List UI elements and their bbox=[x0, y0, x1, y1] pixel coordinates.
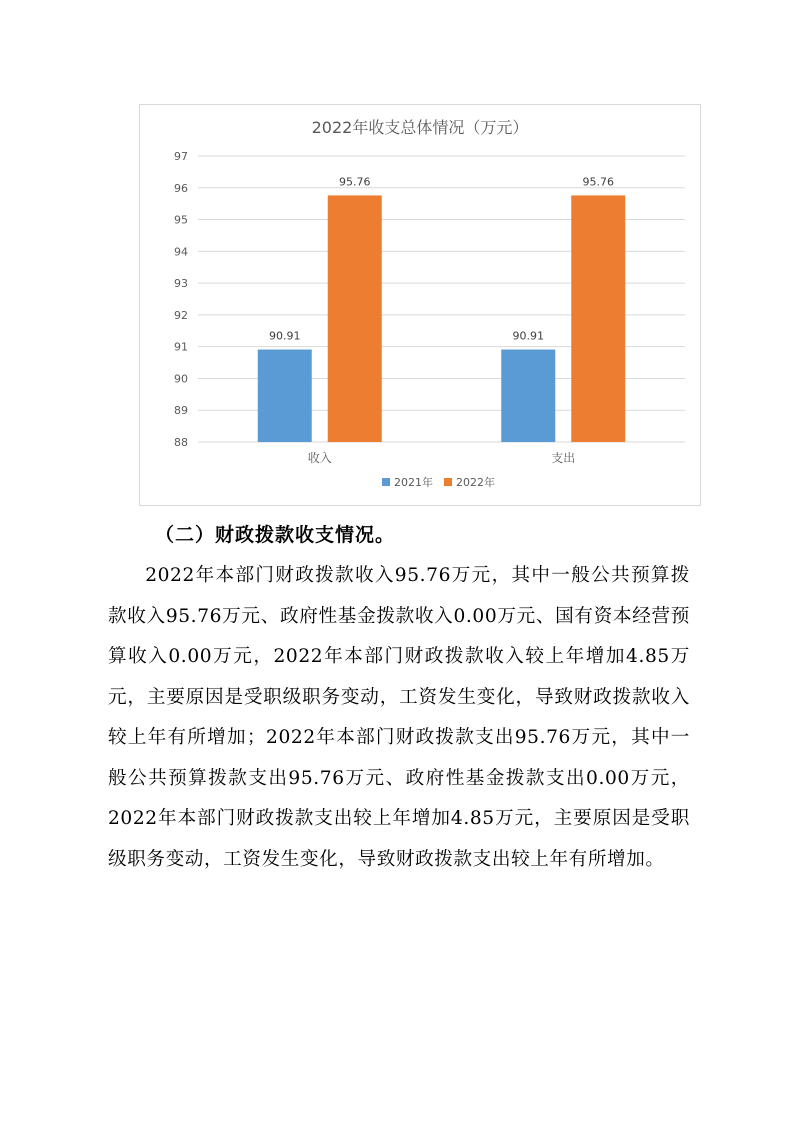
bar-chart-svg bbox=[140, 105, 700, 505]
legend-label: 2021年 bbox=[394, 476, 433, 489]
y-tick-label: 97 bbox=[174, 150, 188, 163]
y-tick-label: 89 bbox=[174, 404, 188, 418]
bar-1-0 bbox=[328, 195, 382, 442]
chart-title: 2022年收支总体情况（万元） bbox=[311, 118, 529, 137]
body-paragraph: 2022年本部门财政拨款收入95.76万元，其中一般公共预算拨款收入95.76万元、政府性基金拨款收入0.00万元、国有资本经营预算收入0.00万元，2022年本部门财政拨款收入较上年增加4.85万元，主要原因是受职级职务变动，工资发生变化，导致财政拨款收入较上年有所增加；2022年本部门财政拨款支出95.76万元，其中一般公共预算拨款支出95.76万元、政府性基金拨款支出0.00万元，2022年本部门财政拨款支出较上年增加4.85万元，主要原因是受职级职务变动，工资发生变化，导致财政拨款支出较上年有所增加。 bbox=[108, 565, 690, 870]
revenue-expenditure-chart bbox=[139, 104, 701, 506]
legend-label: 2022年 bbox=[456, 476, 495, 489]
legend-swatch bbox=[382, 478, 390, 486]
y-tick-label: 95 bbox=[174, 213, 188, 227]
data-label: 90.91 bbox=[512, 329, 544, 343]
x-category-label: 收入 bbox=[307, 451, 332, 465]
section-heading: （二）财政拨款收支情况。 bbox=[155, 524, 396, 546]
data-label: 95.76 bbox=[339, 175, 371, 189]
y-tick-label: 93 bbox=[174, 277, 188, 291]
data-label: 95.76 bbox=[582, 175, 614, 189]
data-label: 90.91 bbox=[269, 329, 301, 343]
y-tick-label: 94 bbox=[174, 245, 188, 259]
y-tick-label: 90 bbox=[174, 372, 188, 386]
y-tick-label: 92 bbox=[174, 308, 188, 322]
x-category-label: 支出 bbox=[551, 451, 576, 465]
bar-1-1 bbox=[571, 195, 625, 442]
y-tick-label: 96 bbox=[174, 181, 188, 195]
bar-0-1 bbox=[501, 350, 555, 442]
bar-0-0 bbox=[258, 350, 312, 442]
y-tick-label: 91 bbox=[174, 340, 188, 354]
legend-swatch bbox=[444, 478, 452, 486]
y-tick-label: 88 bbox=[174, 436, 188, 449]
